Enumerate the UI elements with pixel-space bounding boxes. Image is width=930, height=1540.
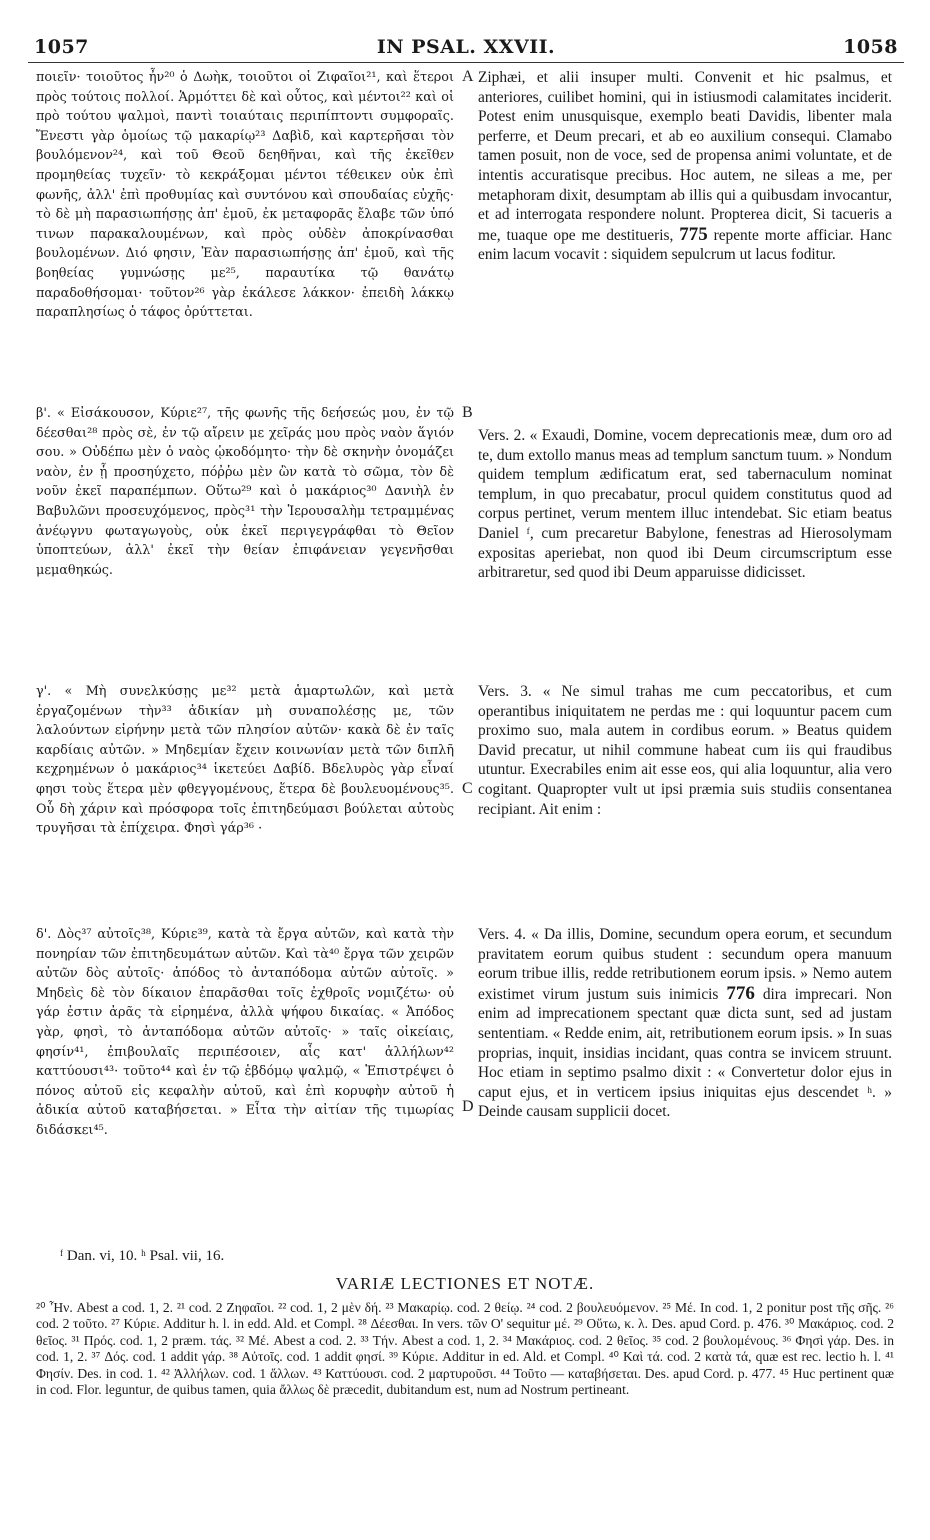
latin-paragraph-4-text-b: dira imprecari. Non enim ad imprecationem spectant quæ dicta sunt, sed ad justam sententiam. « Redde enim, ait, retributionem eorum ipsis. » In suas proprias, inquit, insidias incidant, quas contra se invicem struunt. Hoc etiam in septimo psalmo dixit : « Convertetur dolor ejus in caput ejus, et in verticem ipsius iniquitas ejus descendet ʰ. » Deinde causam supplicii docet. <box>478 985 892 1121</box>
running-title: IN PSAL. XXVII. <box>376 36 556 58</box>
column-number-775: 775 <box>679 223 708 245</box>
greek-paragraph-4: δ'. Δὸς³⁷ αὐτοῖς³⁸, Κύριε³⁹, κατὰ τὰ ἔργα αὐτῶν, καὶ κατὰ τὴν πονηρίαν τῶν ἐπιτηδευμάτων αὐτῶν. Καὶ τὰ⁴⁰ ἔργα τῶν χειρῶν αὐτῶν δὸς αὐτοῖς· ἀπόδος τὸ ἀνταπόδομα αὐτῶν αὐτοῖς. » Μηδεὶς δὲ τὸν δίκαιον ἐπαρᾶσθαι τοῖς ἐχθροῖς νομιζέτω· οὐ γάρ ἐστιν ἀρᾶς τὰ εἰρημένα, ἀλλὰ ψήφου δικαίας. « Ἀπόδος γὰρ, φησὶ, τὸ ἀνταπόδομα αὐτῶν αὐτοῖς· » ταῖς οἰκείαις, φησίν⁴¹, ἐπιβουλαῖς περιπέσοιεν, αἷς κατ' ἀλλήλων⁴² καττύουσι⁴³· τοῦτο⁴⁴ καὶ ἐν τῷ ἑβδόμῳ ψαλμῷ, « Ἐπιστρέψει ὁ πόνος αὐτοῦ εἰς κεφαλὴν αὐτοῦ, καὶ ἐπὶ κορυφὴν αὐτοῦ ἡ ἀδικία αὐτοῦ καταβήσεται. » Εἶτα τὴν αἰτίαν τῆς τιμωρίας διδάσκει⁴⁵. <box>36 927 454 1138</box>
latin-paragraph-4-text-a: Vers. 4. « Da illis, Domine, secundum opera eorum, et secundum pravitatem eorum quibus student : secundum opera manuum eorum tribue illis, redde retributionem eorum ipsis. » Nemo autem existimet virum justum suis inimicis <box>478 926 892 1003</box>
page-number-left: 1057 <box>34 36 89 58</box>
variae-lectiones-text: ²⁰ Ἦν. Abest a cod. 1, 2. ²¹ cod. 2 Ζηφαῖοι. ²² cod. 1, 2 μὲν δή. ²³ Μακαρίῳ. cod. 2 θείῳ. ²⁴ cod. 2 βουλευόμενον. ²⁵ Μέ. In cod. 1, 2 ponitur post τῆς σῆς. ²⁶ cod. 2 τοῦτο. ²⁷ Κύριε. Additur h. l. in edd. Ald. et Compl. ²⁸ Δέεσθαι. In vers. τῶν Ο' sequitur μέ. ²⁹ Οὕτω, κ. λ. Des. apud Cord. p. 476. ³⁰ Μακάριος. cod. 2 θεῖος. ³¹ Πρός. cod. 1, 2 præm. τάς. ³² Μέ. Abest a cod. 2. ³³ Τήν. Abest a cod. 1, 2. ³⁴ Μακάριος. cod. 2 θεῖος. ³⁵ cod. 2 βουλομένους. ³⁶ Φησὶ γάρ. Des. in cod. 1, 2. ³⁷ Δός. cod. 1 addit γάρ. ³⁸ Αὐτοῖς. cod. 1 addit φησί. ³⁹ Κύριε. Additur in ed. Ald. et Compl. ⁴⁰ Καὶ τά. cod. 2 κατὰ τά, quæ est rec. lectio h. l. ⁴¹ Φησίν. Des. in cod. 1. ⁴² Ἀλλήλων. cod. 1 ἄλλων. ⁴³ Καττύουσι. cod. 2 μαρτυροῦσι. ⁴⁴ Τοῦτο — καταβήσεται. Des. apud Cord. p. 477. ⁴⁵ Huc pertinent quæ in cod. Flor. leguntur, de quibus tamen, quia ἄλλως δὲ præcedit, dubitandum est, num ad Nostrum pertineant. <box>36 1300 894 1398</box>
latin-paragraph-1 <box>478 68 892 265</box>
page-header <box>28 36 904 63</box>
margin-marker-c: C <box>462 780 473 797</box>
latin-paragraph-1-text-b: repente morte afficiar. Hanc enim lacum vocavit : siquidem sepulcrum ut lacus foditur. <box>478 226 892 264</box>
footnote: ᶠ Dan. vi, 10. ʰ Psal. vii, 16. <box>60 1248 225 1264</box>
margin-marker-d: D <box>462 1098 474 1115</box>
margin-marker-a: A <box>462 68 474 85</box>
margin-marker-b: B <box>462 404 473 421</box>
variae-lectiones-title: VARIÆ LECTIONES ET NOTÆ. <box>335 1274 595 1293</box>
latin-paragraph-3: Vers. 3. « Ne simul trahas me cum peccatoribus, et cum operantibus iniquitatem ne perdas me : qui loquuntur pacem cum proximo suo, mala autem in cordibus eorum. » Beatus quidem David precatur, ut nihil commune habeat cum iis qui fraudibus utuntur. Execrabiles enim ait esse eos, qui alia loquuntur, alia vero cogitant. Quapropter vult ut ipsi præmia suis studiis consentanea recipiant. Ait enim : <box>478 683 892 818</box>
greek-paragraph-1: ποιεῖν· τοιοῦτος ἦν²⁰ ὁ Δωὴκ, τοιοῦτοι οἱ Ζιφαῖοι²¹, καὶ ἕτεροι πρὸς τούτοις πολλοί. Ἁρμόττει δὲ καὶ οὗτος, καὶ μέντοι²² καὶ οἱ πρὸ τούτου ψαλμοὶ, παντὶ τοιαύταις περιπίπτοντι συμφοραῖς. Ἔνεστι γὰρ ὁμοίως τῷ μακαρίῳ²³ Δαβὶδ, καὶ καρτερῆσαι τὸν βουλόμενον²⁴, καὶ τοῦ Θεοῦ δεηθῆναι, καὶ τῆς ἐκεῖθεν προμηθείας τυχεῖν· τὸ κεκράξομαι μέντοι τέθεικεν οὐκ ἐπὶ φωνῆς, ἀλλ' ἐπὶ προθυμίας καὶ συντόνου καὶ σπουδαίας εὐχῆς· τὸ δὲ μὴ παρασιωπήσῃς ἀπ' ἐμοῦ, ἐκ μεταφορᾶς ἔλαβε τῶν ὑπό τινων παρακαλουμένων, καὶ πρὸς οὐδὲν ἀποκρίνασθαι βουλομένων. Διό φησιν, Ἐὰν παρασιωπήσῃς ἀπ' ἐμοῦ, καὶ τῆς βοηθείας γυμνώσῃς με²⁵, παραυτίκα τῷ θανάτῳ παραδοθήσομαι· τοῦτον²⁶ γὰρ ἐκάλεσε λάκκον· ἐπειδὴ λάκκῳ παραπλησίως ὁ τάφος ὀρύττεται. <box>36 70 454 321</box>
page-number-right: 1058 <box>843 36 898 58</box>
latin-paragraph-1-text-a: Ziphæi, et alii insuper multi. Convenit et hic psalmus, et anteriores, cuilibet homini, qui in istiusmodi calamitates inciderit. Potest enim unusquisque, exemplo beati Davidis, libenter mala perferre, et Deum precari, et ab eo auxilium consequi. Clamabo tamen posuit, non de voce, sed de propensa animi voluntate, et de intentis accuratisque precibus. Hoc autem, ne sileas a me, per metaphoram dixit, desumptam ab illis qui a quibusdam invocantur, et ad interrogata respondere nolunt. Propterea dicit, Si tacueris a me, tuaque ope me destitueris, <box>478 69 892 244</box>
column-number-776: 776 <box>726 982 755 1004</box>
greek-paragraph-2: β'. « Εἰσάκουσον, Κύριε²⁷, τῆς φωνῆς τῆς δεήσεώς μου, ἐν τῷ δέεσθαι²⁸ πρὸς σὲ, ἐν τῷ αἴρειν με χεῖράς μου πρὸς ναὸν ἅγιόν σου. » Οὐδέπω μὲν ὁ ναὸς ᾠκοδόμητο· τὴν δὲ σκηνὴν ὀνομάζει ναὸν, ἐν ᾗ προσηύχετο, πόῤῥω μὲν ὢν κατὰ τὸ σῶμα, τὸν δὲ νοῦν ἐκεῖ παραπέμπων. Οὕτω²⁹ καὶ ὁ μακάριος³⁰ Δανιὴλ ἐν Βαβυλῶνι προσευχόμενος, πρὸς³¹ τὴν Ἱερουσαλὴμ τετραμμένας ἀνέῳγνυ φωταγωγοὺς, οὐκ ἐκεῖ περιγεγράφθαι τὸ Θεῖον ὑποπτεύων, ἀλλ' ἐκεῖ τὴν θείαν ἐπιφάνειαν γεγενῆσθαι μεμαθηκώς. <box>36 406 454 578</box>
latin-paragraph-4 <box>478 925 892 1122</box>
greek-paragraph-3: γ'. « Μὴ συνελκύσῃς με³² μετὰ ἁμαρτωλῶν, καὶ μετὰ ἐργαζομένων τὴν³³ ἀδικίαν μὴ συναπολέσῃς με, τῶν λαλούντων εἰρήνην μετὰ τῶν πλησίον αὐτῶν· κακὰ δὲ ἐν ταῖς καρδίαις αὐτῶν. » Μηδεμίαν ἔχειν κοινωνίαν μετὰ τῶν διπλῆ κεχρημένων ὁ μακάριος³⁴ ἱκετεύει Δαβίδ. Βδελυρὸς γὰρ εἶναί φησι τοὺς ἕτερα μὲν φθεγγομένους, ἕτερα δὲ βουλευομένους³⁵. Οὗ δὴ χάριν καὶ πρόσφορα τοῖς ἐπιτηδεύμασι βούλεται αὐτοὺς τρυγῆσαι τὰ ἐπίχειρα. Φησὶ γάρ³⁶ · <box>36 684 454 837</box>
latin-paragraph-2: Vers. 2. « Exaudi, Domine, vocem deprecationis meæ, dum oro ad te, dum extollo manus meas ad templum sanctum tuum. » Nondum quidem templum ædificatum erat, sed tabernaculum nominat templum, in quo precabatur, procul quidem constitutus quod ad corpus pertinet, verum mentem illuc intendebat. Sic etiam beatus Daniel ᶠ, cum precaretur Babylone, fenestras ad Hierosolymam expositas aperiebat, non quod ibi Deum circumscriptum esse arbitraretur, sed quod ibi Deum apparuisse didicisset. <box>478 427 892 582</box>
